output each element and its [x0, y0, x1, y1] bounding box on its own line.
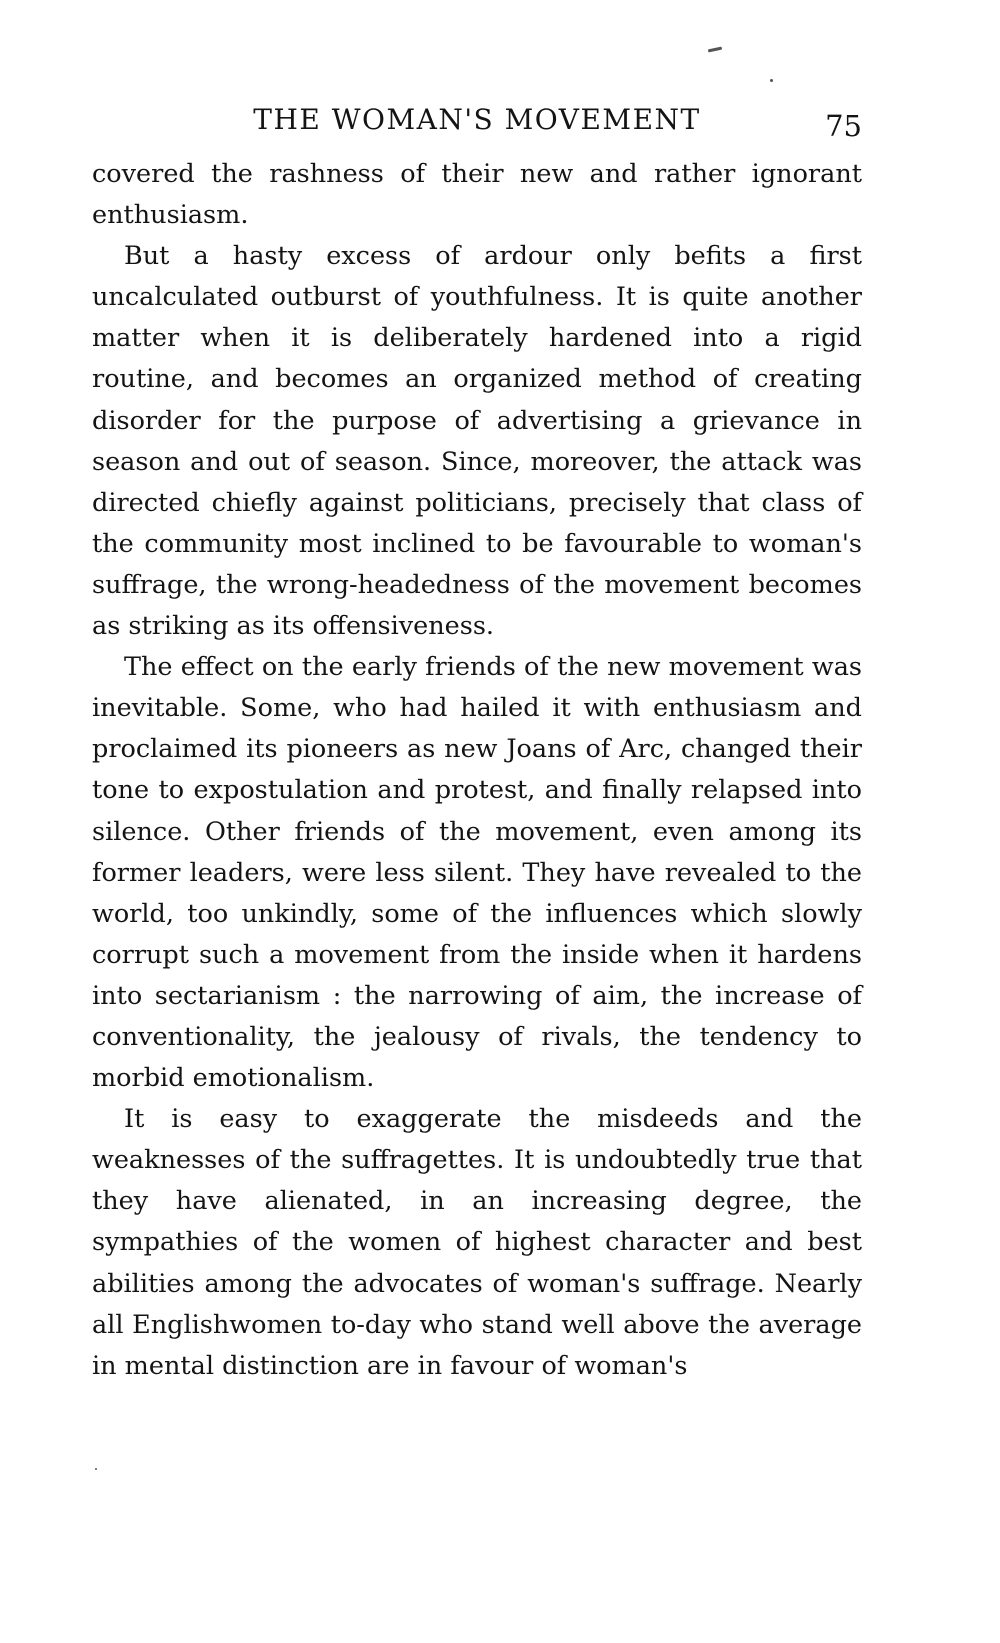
running-head: [92, 100, 862, 148]
paragraph: It is easy to exaggerate the misdeeds and the weaknesses of the suffragettes. It is undoubtedly true that they have alienated, in an increasing degree, the sympathies of the women of highest character and best abilities among the advocates of woman's suffrage. Nearly all Englishwomen to-day who stand well above the average in mental distinction are in favour of woman's: [92, 1104, 862, 1381]
print-speck: [708, 47, 722, 53]
print-speck: [770, 79, 773, 82]
body-text: [92, 154, 862, 1387]
print-speck: [95, 1468, 97, 1470]
paragraph: The effect on the early friends of the new movement was inevitable. Some, who had hailed it with enthusiasm and proclaimed its pioneers as new Joans of Arc, changed their tone to expostulation and protest, and finally relapsed into silence. Other friends of the movement, even among its former leaders, were less silent. They have revealed to the world, too unkindly, some of the influences which slowly corrupt such a movement from the inside when it hardens into sectarianism : the narrowing of aim, the increase of conventionality, the jealousy of rivals, the tendency to morbid emotionalism.: [92, 652, 862, 1094]
page-number: 75: [825, 109, 862, 143]
paragraph: covered the rashness of their new and rather ignorant enthusiasm.: [92, 159, 862, 231]
paragraph: But a hasty excess of ardour only befits a first uncalculated outburst of youthfulness. It is quite another matter when it is deliberately hardened into a rigid routine, and becomes an organized method of creating disorder for the purpose of advertising a grievance in season and out of season. Since, moreover, the attack was directed chiefly against politicians, precisely that class of the community most inclined to be favourable to woman's suffrage, the wrong-headedness of the movement becomes as striking as its offensiveness.: [92, 241, 862, 642]
running-title: THE WOMAN'S MOVEMENT: [253, 103, 701, 136]
